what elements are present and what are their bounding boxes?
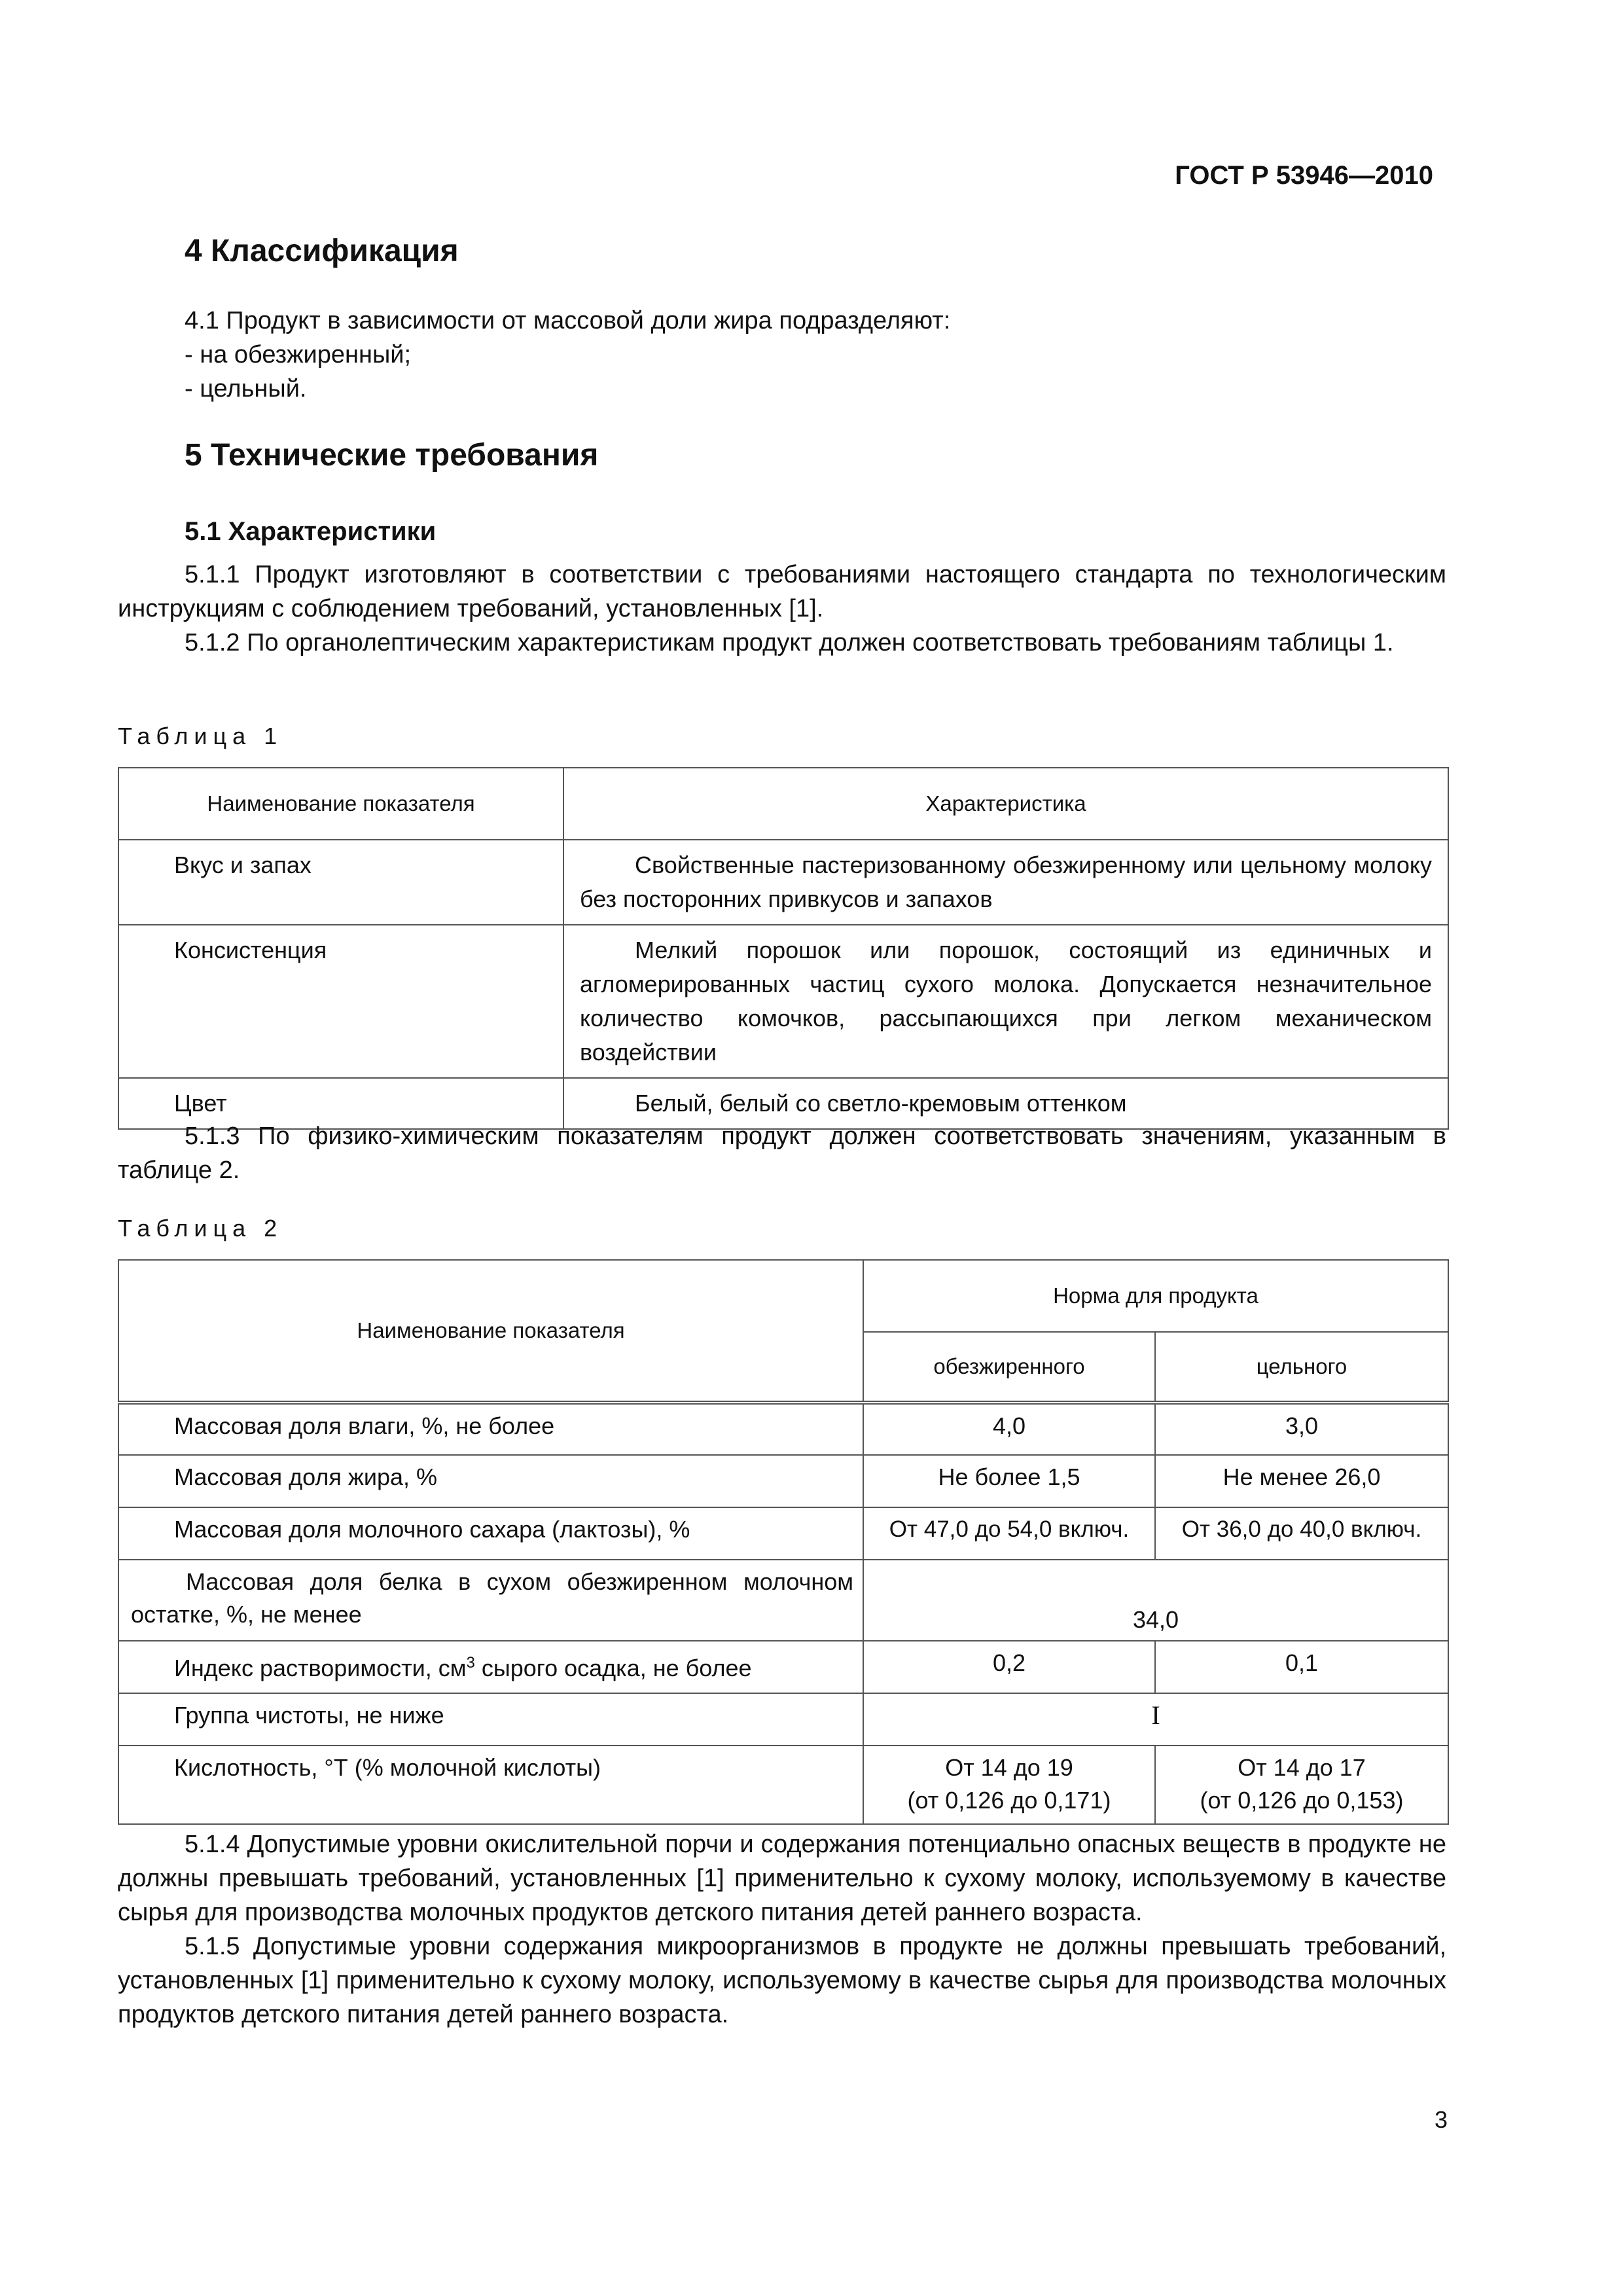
table-cell: 0,1: [1155, 1641, 1448, 1693]
table-cell-line: (от 0,126 до 0,171): [907, 1787, 1111, 1814]
table-row: [118, 1507, 1448, 1560]
table-cell: Не более 1,5: [863, 1455, 1155, 1507]
table-cell: 4,0: [863, 1403, 1155, 1455]
column-header: цельного: [1155, 1332, 1448, 1403]
document-header-id: ГОСТ Р 53946—2010: [1175, 161, 1433, 190]
table-cell-line: От 14 до 17: [1238, 1754, 1366, 1781]
table-cell: Группа чистоты, не ниже: [118, 1693, 863, 1746]
table-cell: Цвет: [118, 1078, 563, 1129]
paragraph-5-1-4: 5.1.4 Допустимые уровни окислительной порчи и содержания потенциально опасных веществ в продукте не должны превышать требований, установленных [1] применительно к сухому молоку, используемому в качестве сырья для производства молочных продуктов детского питания детей раннего возраста.: [118, 1831, 1446, 1926]
table-cell: [118, 1641, 863, 1693]
table-cell-line: От 14 до 19: [945, 1754, 1073, 1781]
table-row: [118, 1746, 1448, 1824]
table-cell: Белый, белый со светло-кремовым оттенком: [563, 1078, 1448, 1129]
table-cell: Массовая доля белка в сухом обезжиренном молочном остатке, %, не менее: [118, 1560, 863, 1641]
table-cell: Консистенция: [118, 925, 563, 1078]
section-4-body: [118, 304, 1446, 406]
table-cell: Массовая доля жира, %: [118, 1455, 863, 1507]
section-4-title: 4 Классификация: [185, 234, 459, 268]
table-cell: [1155, 1746, 1448, 1824]
section-5-title: 5 Технические требования: [185, 438, 599, 473]
table-2-caption: Таблица 2: [118, 1215, 283, 1242]
table-row: [118, 925, 1448, 1078]
table-cell-text: Индекс растворимости, см: [174, 1655, 467, 1681]
list-item: - цельный.: [185, 375, 307, 403]
table-row: [118, 1641, 1448, 1693]
column-header: Наименование показателя: [118, 1260, 863, 1403]
table-row: [118, 1455, 1448, 1507]
table-header-row: [118, 1260, 1448, 1332]
table-row: [118, 1693, 1448, 1746]
table-cell: 3,0: [1155, 1403, 1448, 1455]
table-row: [118, 840, 1448, 925]
paragraph-5-1-1: 5.1.1 Продукт изготовляют в соответствии с требованиями настоящего стандарта по технологическим инструкциям с соблюдением требований, установленных [1].: [118, 561, 1446, 622]
paragraph-5-1-5: 5.1.5 Допустимые уровни содержания микроорганизмов в продукте не должны превышать требований, установленных [1] применительно к сухому молоку, используемому в качестве сырья для производства молочных продуктов детского питания детей раннего возраста.: [118, 1933, 1446, 2028]
table-cell: Массовая доля влаги, %, не более: [118, 1403, 863, 1455]
subsection-5-1-title: 5.1 Характеристики: [185, 517, 437, 546]
section-5-1-3-body: [118, 1119, 1446, 1187]
table-cell: 34,0: [863, 1560, 1448, 1641]
column-header: Наименование показателя: [118, 768, 563, 840]
table-cell: Не менее 26,0: [1155, 1455, 1448, 1507]
table-1: [118, 767, 1449, 1130]
table-cell-line: (от 0,126 до 0,153): [1200, 1787, 1404, 1814]
table-cell: От 47,0 до 54,0 включ.: [863, 1507, 1155, 1560]
page-number: 3: [1434, 2106, 1448, 2133]
section-5-1-body: [118, 558, 1446, 660]
superscript: 3: [466, 1654, 475, 1672]
table-cell: Мелкий порошок или порошок, состоящий из единичных и агломерированных частиц сухого молока. Допускается незначительное количество комочков, рассыпающихся при легком механическом воздействии: [563, 925, 1448, 1078]
paragraph-4-1: 4.1 Продукт в зависимости от массовой доли жира подразделяют:: [185, 307, 951, 334]
table-cell: [863, 1693, 1448, 1746]
column-header: Норма для продукта: [863, 1260, 1448, 1332]
paragraph-5-1-3: 5.1.3 По физико-химическим показателям продукт должен соответствовать значениям, указанным в таблице 2.: [118, 1122, 1446, 1184]
table-row: [118, 1560, 1448, 1641]
table-1-caption: Таблица 1: [118, 723, 283, 749]
table-cell: От 36,0 до 40,0 включ.: [1155, 1507, 1448, 1560]
column-header: обезжиренного: [863, 1332, 1155, 1403]
table-cell-text: сырого осадка, не более: [474, 1655, 752, 1681]
paragraph-5-1-2: 5.1.2 По органолептическим характеристикам продукт должен соответствовать требованиям таблицы 1.: [185, 629, 1394, 656]
table-header-row: [118, 768, 1448, 840]
table-cell: [863, 1746, 1155, 1824]
table-cell: Кислотность, °Т (% молочной кислоты): [118, 1746, 863, 1824]
table-2: [118, 1259, 1449, 1825]
section-5-1-4-5-body: [118, 1827, 1446, 2032]
list-item: - на обезжиренный;: [185, 341, 412, 368]
column-header: Характеристика: [563, 768, 1448, 840]
purity-group-value: I: [1151, 1700, 1160, 1730]
table-cell: Массовая доля молочного сахара (лактозы), %: [118, 1507, 863, 1560]
table-cell: Свойственные пастеризованному обезжиренному или цельному молоку без посторонних привкусов и запахов: [563, 840, 1448, 925]
table-cell: 0,2: [863, 1641, 1155, 1693]
table-cell: Вкус и запах: [118, 840, 563, 925]
table-row: [118, 1403, 1448, 1455]
